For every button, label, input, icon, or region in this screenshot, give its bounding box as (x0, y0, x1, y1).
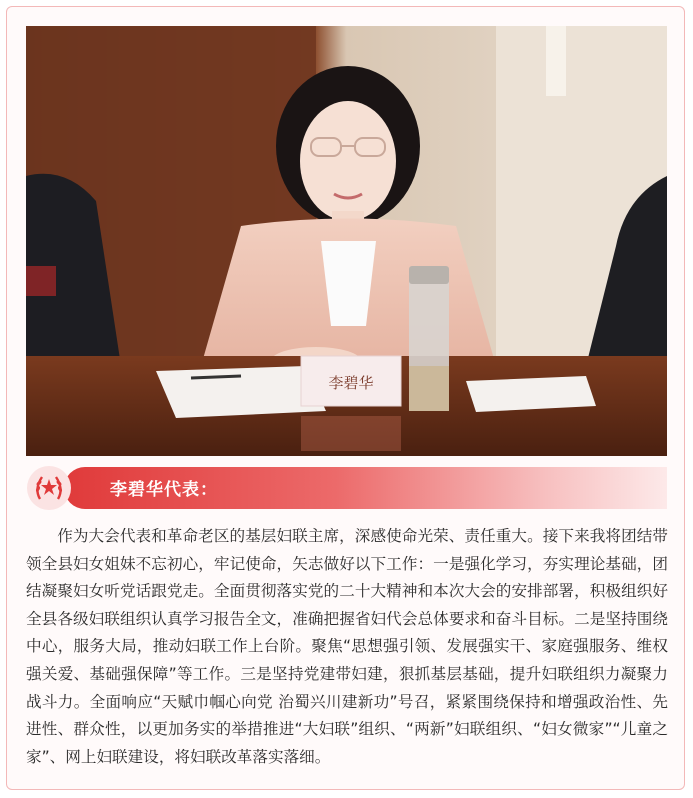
article-paragraph: 作为大会代表和革命老区的基层妇联主席，深感使命光荣、责任重大。接下来我将团结带领全县妇女姐妹不忘初心，牢记使命，矢志做好以下工作：一是强化学习，夯实理论基础，团结凝聚妇女听党话跟党走。全面贯彻落实党的二十大精神和本次大会的安排部署，积极组织好全县各级妇联组织认真学习报告全文，准确把握省妇代会总体要求和奋斗目标。二是坚持围绕中心，服务大局，推动妇联工作上台阶。聚焦“思想强引领、发展强实干、家庭强服务、维权强关爱、基础强保障”等工作。三是坚持党建带妇建，狠抓基层基础，提升妇联组织力凝聚力战斗力。全面响应“天赋巾帼心向党 治蜀兴川建新功”号召，紧紧围绕保持和增强政治性、先进性、群众性，以更加务实的举措推进“大妇联”组织、“两新”妇联组织、“妇女微家”“儿童之家”、网上妇联建设，将妇联改革落实落细。 (26, 527, 668, 766)
speaker-photo-illustration (26, 26, 667, 456)
speaker-photo (26, 26, 667, 456)
nameplate-text: 李碧华 (328, 374, 374, 392)
speaker-header (26, 463, 667, 513)
laurel-badge-icon (26, 465, 72, 511)
speaker-title: 李碧华代表： (110, 480, 218, 500)
